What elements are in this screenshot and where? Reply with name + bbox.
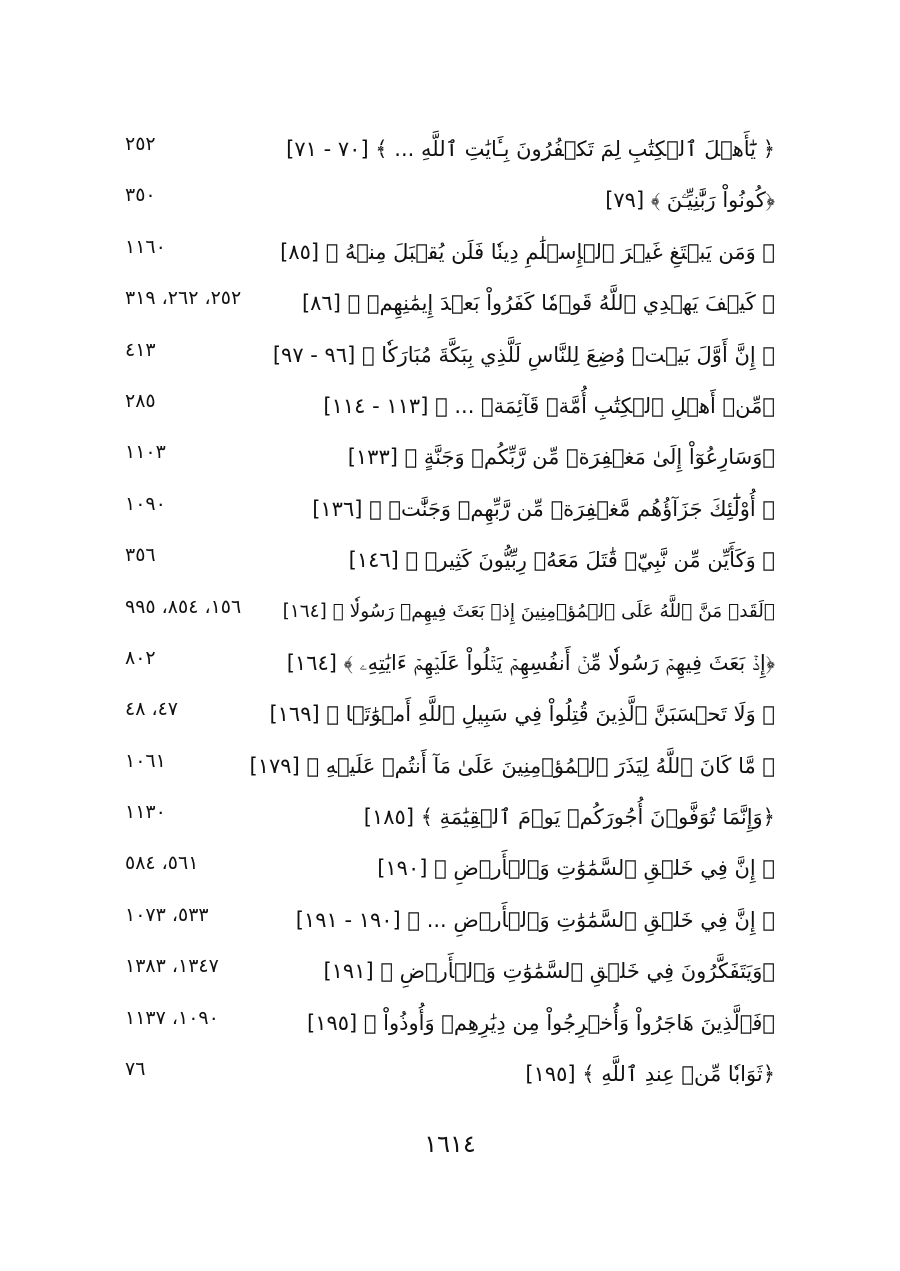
page-references: ٨٠٢ [125, 646, 156, 669]
verse-text: ﴿كُونُواْ رَبَّٰنِيِّـۧنَ ﴾ [٧٩] [605, 188, 775, 213]
verse-text: ﴿فَٱلَّذِينَ هَاجَرُواْ وَأُخۡرِجُواْ مِن دِيَٰرِهِمۡ وَأُوذُواْ ﴾ [١٩٥] [306, 1010, 775, 1035]
page-references: ٤١٣ [125, 338, 156, 361]
verse-text: ﴿ أُوْلَٰٓئِكَ جَزَآؤُهُم مَّغۡفِرَةٞ مِّن رَّبِّهِمۡ وَجَنَّٰتٞ ﴾ [١٣٦] [312, 496, 775, 521]
page-references: ٥٦١، ٥٨٤ [125, 852, 199, 875]
verse-text: ﴿ إِنَّ أَوَّلَ بَيۡتٖ وُضِعَ لِلنَّاسِ لَلَّذِي بِبَكَّةَ مُبَارَكٗا ﴾ [٩٦ - ٩٧] [272, 342, 775, 367]
verse-text: ﴿ثَوَابٗا مِّنۡ عِندِ ٱللَّهِ ﴾ [١٩٥] [525, 1062, 775, 1087]
index-row [125, 950, 775, 1001]
index-row [125, 128, 775, 179]
verse-text: ﴿ إِنَّ فِي خَلۡقِ ٱلسَّمَٰوَٰتِ وَٱلۡأَرۡضِ ... ﴾ [١٩٠ - ١٩١] [295, 907, 775, 932]
index-row [125, 488, 775, 539]
page-references: ١٠٦١ [125, 749, 166, 772]
verse-text: ﴿وَسَارِعُوٓاْ إِلَىٰ مَغۡفِرَةٖ مِّن رَّبِّكُمۡ وَجَنَّةٍ ﴾ [١٣٣] [347, 445, 775, 470]
page-references: ٣٥٠ [125, 184, 156, 207]
page-references: ١٣٤٧، ١٣٨٣ [125, 955, 219, 978]
verse-text: ﴿ وَلَا تَحۡسَبَنَّ ٱلَّذِينَ قُتِلُواْ فِي سَبِيلِ ٱللَّهِ أَمۡوَٰتَۢا ﴾ [١٦٩] [269, 702, 775, 727]
verse-text: ﴿لَقَدۡ مَنَّ ٱللَّهُ عَلَى ٱلۡمُؤۡمِنِينَ إِذۡ بَعَثَ فِيهِمۡ رَسُولٗا ﴾ [١٦٤] [282, 600, 775, 622]
verse-text: ﴿وَيَتَفَكَّرُونَ فِي خَلۡقِ ٱلسَّمَٰوَٰتِ وَٱلۡأَرۡضِ ﴾ [١٩١] [323, 959, 775, 984]
verse-text: ﴿ إِنَّ فِي خَلۡقِ ٱلسَّمَٰوَٰتِ وَٱلۡأَرۡضِ ﴾ [١٩٠] [377, 856, 775, 881]
index-row [125, 1053, 775, 1104]
page-number: ١٦١٤ [424, 1130, 476, 1158]
index-row [125, 334, 775, 385]
verse-text: ﴿ وَكَأَيِّن مِّن نَّبِيّٖ قَٰتَلَ مَعَهُۥ رِبِّيُّونَ كَثِيرٞ ﴾ [١٤٦] [348, 548, 775, 573]
page-references: ٣٥٦ [125, 544, 156, 567]
verse-index-list [125, 128, 775, 1104]
index-row [125, 796, 775, 847]
verse-text: ﴿ وَمَن يَبۡتَغِ غَيۡرَ ٱلۡإِسۡلَٰمِ دِينٗا فَلَن يُقۡبَلَ مِنۡهُ ﴾ [٨٥] [280, 239, 775, 264]
index-row [125, 385, 775, 436]
page-references: ٤٧، ٤٨ [125, 698, 179, 721]
page-references: ١٥٦، ٨٥٤، ٩٩٥ [125, 595, 242, 618]
index-row [125, 745, 775, 796]
index-row [125, 847, 775, 898]
page-references: ٢٥٢، ٢٦٢، ٣١٩ [125, 287, 242, 310]
page-references: ١١٣٠ [125, 801, 166, 824]
verse-text: ﴿ كَيۡفَ يَهۡدِي ٱللَّهُ قَوۡمٗا كَفَرُواْ بَعۡدَ إِيمَٰنِهِمۡ ﴾ [٨٦] [301, 291, 775, 316]
page-references: ١١٠٣ [125, 441, 166, 464]
index-row [125, 642, 775, 693]
page-references: ١٠٩٠ [125, 492, 166, 515]
page-references: ٢٨٥ [125, 389, 156, 412]
index-row [125, 231, 775, 282]
page-references: ٥٣٣، ١٠٧٣ [125, 903, 209, 926]
page-references: ١٠٩٠، ١١٣٧ [125, 1006, 219, 1029]
verse-text: ﴿ يَٰٓأَهۡلَ ٱلۡكِتَٰبِ لِمَ تَكۡفُرُونَ بِـَٔايَٰتِ ٱللَّهِ ... ﴾ [٧٠ - ٧١] [286, 137, 775, 161]
verse-text: ﴿وَإِنَّمَا تُوَفَّوۡنَ أُجُورَكُمۡ يَوۡمَ ٱلۡقِيَٰمَةِ ﴾ [١٨٥] [363, 805, 775, 830]
index-row [125, 282, 775, 333]
index-row [125, 591, 775, 642]
index-row [125, 693, 775, 744]
page-references: ١١٦٠ [125, 235, 166, 258]
index-row [125, 899, 775, 950]
index-row [125, 436, 775, 487]
page-references: ٧٦ [125, 1058, 146, 1081]
page-references: ٢٥٢ [125, 133, 156, 155]
verse-text: ﴿إِذۡ بَعَثَ فِيهِمۡ رَسُولٗا مِّنۡ أَنفُسِهِمۡ يَتۡلُواْ عَلَيۡهِمۡ ءَايَٰتِهِۦ ﴾ [١٦٤] [286, 650, 775, 675]
verse-text: ﴿ مَّا كَانَ ٱللَّهُ لِيَذَرَ ٱلۡمُؤۡمِنِينَ عَلَىٰ مَآ أَنتُمۡ عَلَيۡهِ ﴾ [١٧٩] [249, 753, 775, 778]
verse-text: ﴿مِّنۡ أَهۡلِ ٱلۡكِتَٰبِ أُمَّةٞ قَآئِمَةٞ ... ﴾ [١١٣ - ١١٤] [323, 393, 775, 418]
index-row [125, 179, 775, 230]
index-row [125, 539, 775, 590]
index-row [125, 1002, 775, 1053]
